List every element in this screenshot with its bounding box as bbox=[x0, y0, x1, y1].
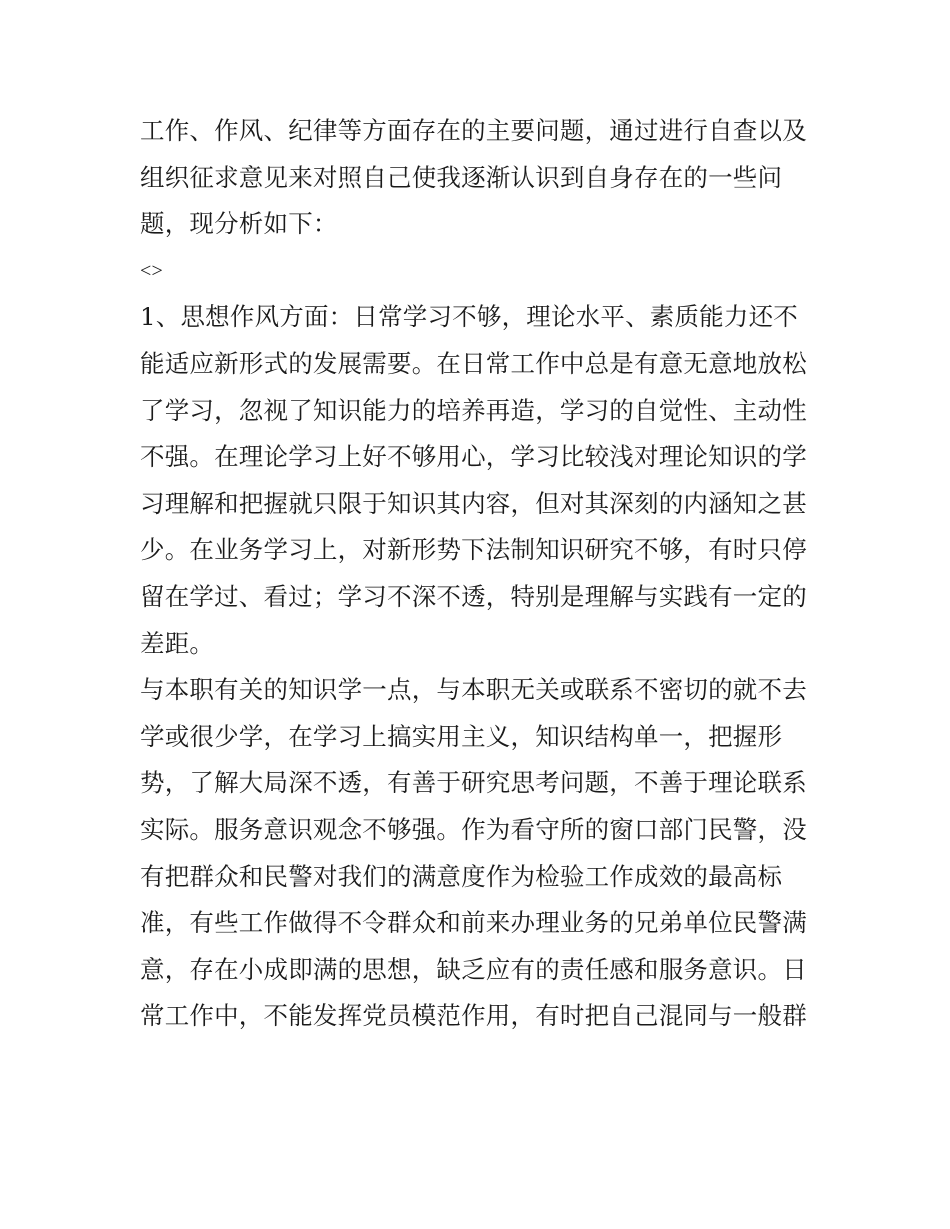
text-line: <> bbox=[140, 259, 163, 282]
document-body bbox=[140, 108, 820, 1040]
text-line: 留在学过、看过；学习不深不透，特别是理解与实践有一定的 bbox=[140, 581, 807, 611]
text-line: 有把群众和民警对我们的满意度作为检验工作成效的最高标 bbox=[140, 861, 783, 891]
text-line: 意，存在小成即满的思想，缺乏应有的责任感和服务意识。日 bbox=[140, 954, 807, 984]
text-line: 与本职有关的知识学一点，与本职无关或联系不密切的就不去 bbox=[140, 675, 807, 705]
text-line: 能适应新形式的发展需要。在日常工作中总是有意无意地放松 bbox=[140, 348, 807, 378]
text-line: 1、思想作风方面：日常学习不够，理论水平、素质能力还不 bbox=[140, 302, 798, 332]
text-line: 学或很少学，在学习上搞实用主义，知识结构单一，把握形 bbox=[140, 721, 783, 751]
text-line: 实际。服务意识观念不够强。作为看守所的窗口部门民警，没 bbox=[140, 814, 807, 844]
text-line: 准，有些工作做得不令群众和前来办理业务的兄弟单位民警满 bbox=[140, 908, 807, 938]
text-line: 组织征求意见来对照自己使我逐渐认识到自身存在的一些问 bbox=[140, 162, 783, 192]
text-line: 工作、作风、纪律等方面存在的主要问题，通过进行自查以及 bbox=[140, 116, 807, 145]
text-line: 少。在业务学习上，对新形势下法制知识研究不够，有时只停 bbox=[140, 535, 807, 565]
text-line: 题，现分析如下： bbox=[140, 209, 338, 239]
text-line: 了学习，忽视了知识能力的培养再造，学习的自觉性、主动性 bbox=[140, 395, 807, 425]
text-line: 常工作中，不能发挥党员模范作用，有时把自己混同与一般群 bbox=[140, 1001, 807, 1031]
text-line: 势，了解大局深不透，有善于研究思考问题，不善于理论联系 bbox=[140, 768, 807, 798]
text-line: 习理解和把握就只限于知识其内容，但对其深刻的内涵知之甚 bbox=[140, 488, 807, 518]
text-line: 差距。 bbox=[140, 628, 215, 658]
text-line: 不强。在理论学习上好不够用心，学习比较浅对理论知识的学 bbox=[140, 442, 807, 472]
